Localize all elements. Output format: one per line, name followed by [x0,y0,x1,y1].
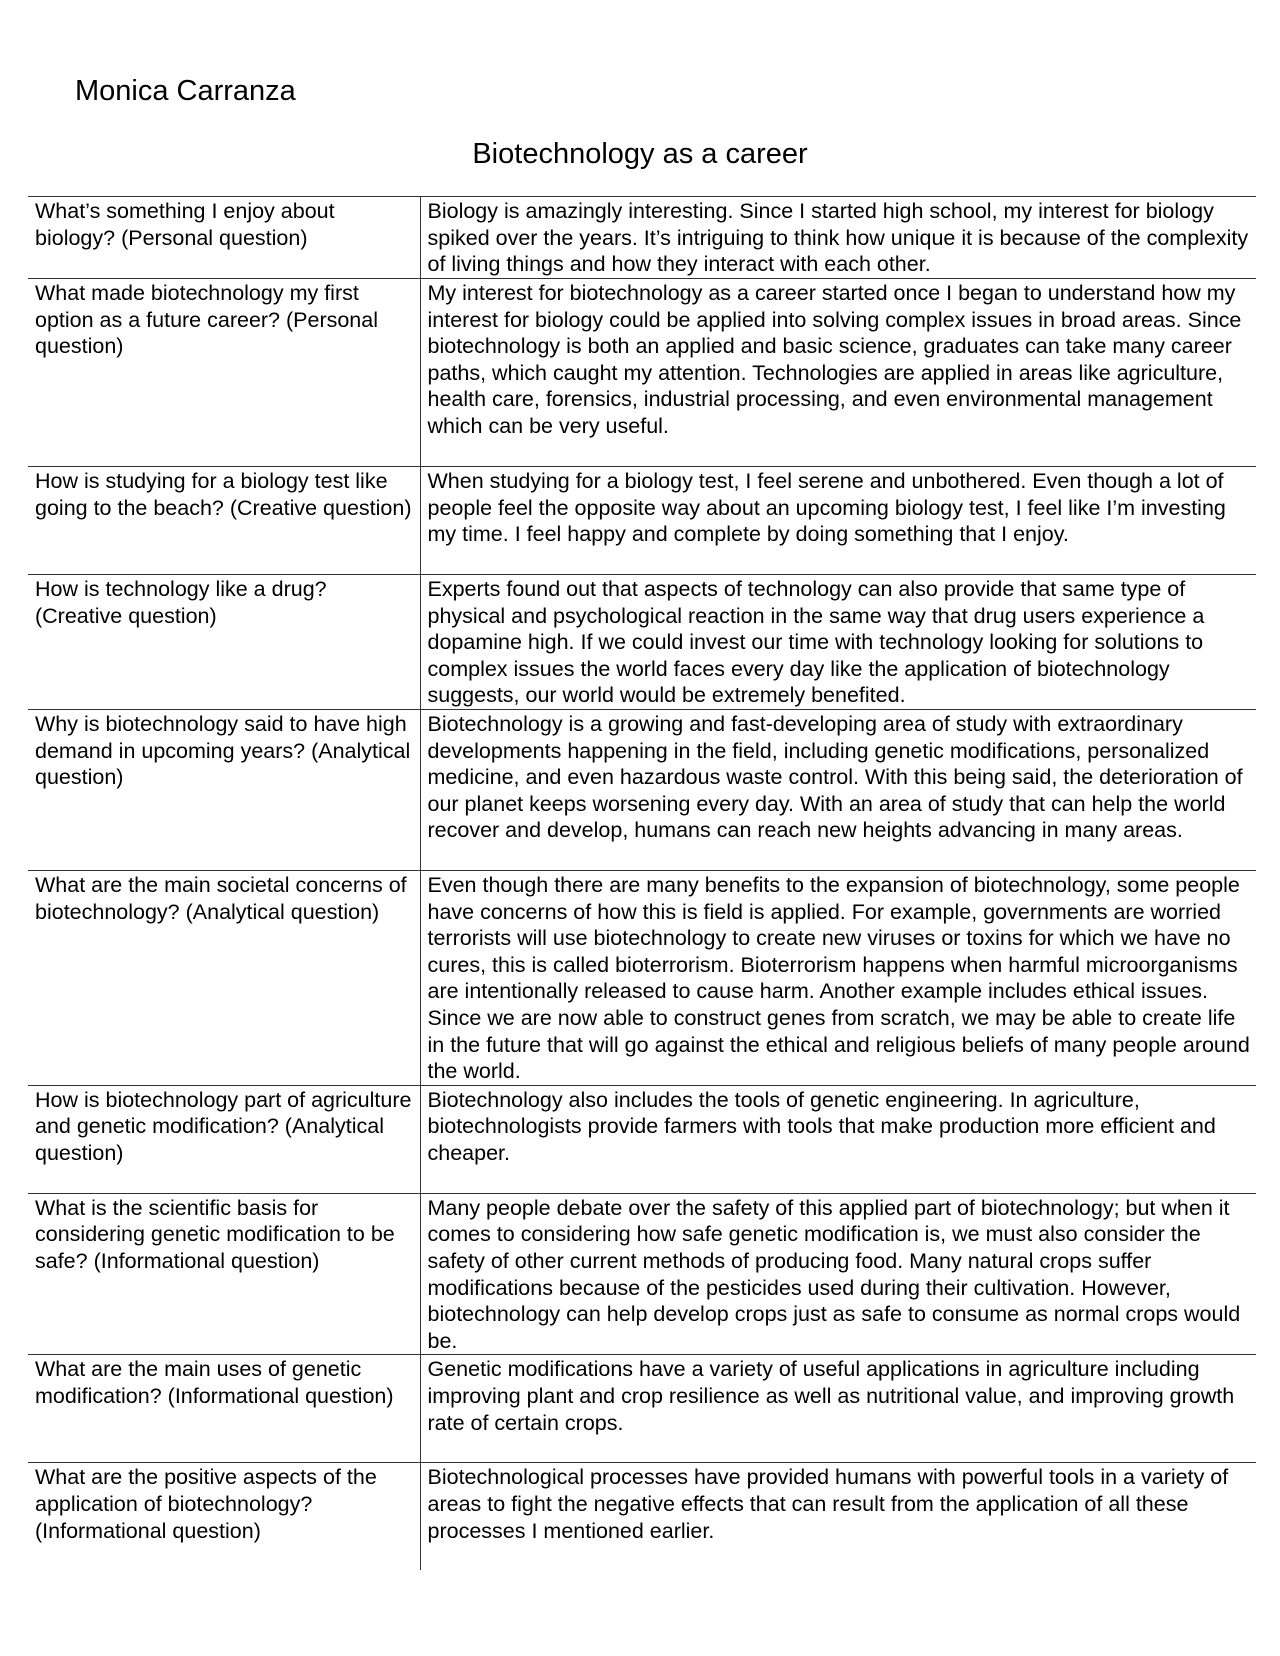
table-row [28,1463,1256,1571]
qa-table [28,196,1256,1570]
answer-cell: Biotechnology also includes the tools of genetic engineering. In agriculture, biotechnologists provide farmers with tools that make production more efficient and cheaper. [420,1085,1256,1193]
question-cell: What are the main societal concerns of biotechnology? (Analytical question) [28,871,420,1086]
answer-cell: Even though there are many benefits to the expansion of biotechnology, some people have concerns of how this is field is applied. For example, governments are worried terrorists will use biotechnology to create new viruses or toxins for which we have no cures, this is called bioterrorism. Bioterrorism happens when harmful microorganisms are intentionally released to cause harm. Another example includes ethical issues. Since we are now able to construct genes from scratch, we may be able to create life in the future that will go against the ethical and religious beliefs of many people around the world. [420,871,1256,1086]
question-cell: What are the main uses of genetic modification? (Informational question) [28,1355,420,1463]
answer-cell: Biotechnological processes have provided humans with powerful tools in a variety of areas to fight the negative effects that can result from the application of all these processes I mentioned earlier. [420,1463,1256,1571]
table-row [28,1085,1256,1193]
question-cell: Why is biotechnology said to have high demand in upcoming years? (Analytical question) [28,710,420,871]
answer-cell: When studying for a biology test, I feel serene and unbothered. Even though a lot of people feel the opposite way about an upcoming biology test, I feel like I’m investing my time. I feel happy and complete by doing something that I enjoy. [420,467,1256,575]
answer-cell: Experts found out that aspects of technology can also provide that same type of physical and psychological reaction in the same way that drug users experience a dopamine high. If we could invest our time with technology looking for solutions to complex issues the world faces every day like the application of biotechnology suggests, our world would be extremely benefited. [420,575,1256,710]
table-row [28,575,1256,710]
question-cell: How is technology like a drug? (Creative question) [28,575,420,710]
answer-cell: My interest for biotechnology as a career started once I began to understand how my interest for biology could be applied into solving complex issues in broad areas. Since biotechnology is both an applied and basic science, graduates can take many career paths, which caught my attention. Technologies are applied in areas like agriculture, health care, forensics, industrial processing, and even environmental management which can be very useful. [420,279,1256,467]
answer-cell: Biotechnology is a growing and fast-developing area of study with extraordinary developments happening in the field, including genetic modifications, personalized medicine, and even hazardous waste control. With this being said, the deterioration of our planet keeps worsening every day. With an area of study that can help the world recover and develop, humans can reach new heights advancing in many areas. [420,710,1256,871]
table-row [28,279,1256,467]
question-cell: What are the positive aspects of the application of biotechnology? (Informational question) [28,1463,420,1571]
question-cell: What’s something I enjoy about biology? (Personal question) [28,197,420,279]
question-cell: How is studying for a biology test like going to the beach? (Creative question) [28,467,420,575]
table-row [28,467,1256,575]
table-row [28,871,1256,1086]
table-row [28,1193,1256,1355]
answer-cell: Many people debate over the safety of this applied part of biotechnology; but when it comes to considering how safe genetic modification is, we must also consider the safety of other current methods of producing food. Many natural crops suffer modifications because of the pesticides used during their cultivation. However, biotechnology can help develop crops just as safe to consume as normal crops would be. [420,1193,1256,1355]
table-row [28,197,1256,279]
question-cell: How is biotechnology part of agriculture and genetic modification? (Analytical question) [28,1085,420,1193]
document-title: Biotechnology as a career [472,138,808,170]
author-name: Monica Carranza [75,75,296,107]
table-row [28,1355,1256,1463]
question-cell: What made biotechnology my first option as a future career? (Personal question) [28,279,420,467]
answer-cell: Genetic modifications have a variety of useful applications in agriculture including improving plant and crop resilience as well as nutritional value, and improving growth rate of certain crops. [420,1355,1256,1463]
answer-cell: Biology is amazingly interesting. Since I started high school, my interest for biology spiked over the years. It’s intriguing to think how unique it is because of the complexity of living things and how they interact with each other. [420,197,1256,279]
table-row [28,710,1256,871]
question-cell: What is the scientific basis for considering genetic modification to be safe? (Informational question) [28,1193,420,1355]
